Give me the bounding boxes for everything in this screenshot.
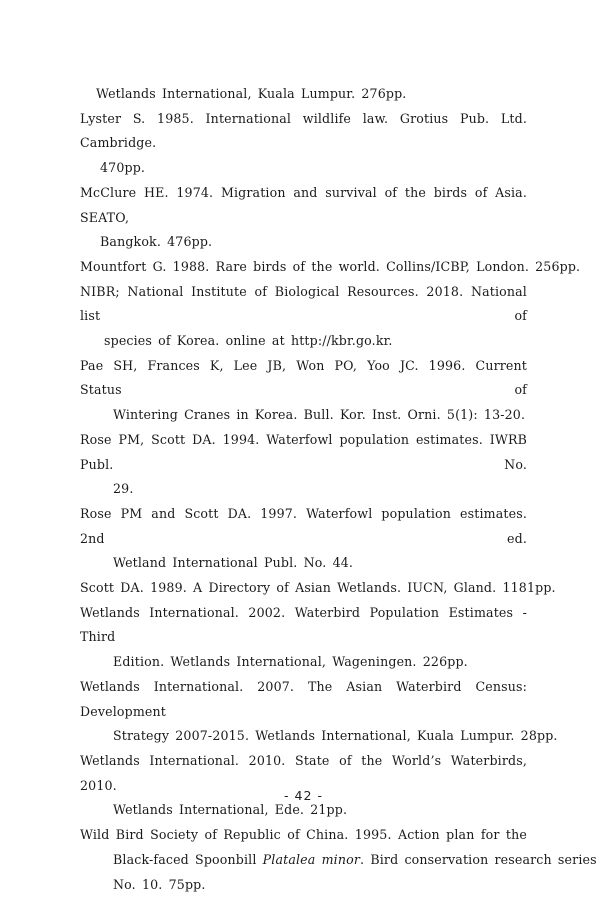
reference-line: Wetlands International. 2007. The Asian Waterbird Census: Development bbox=[80, 675, 527, 724]
reference-line: Rose PM and Scott DA. 1997. Waterfowl population estimates. 2nd ed. bbox=[80, 502, 527, 551]
reference-entry bbox=[80, 280, 527, 354]
reference-line: Mountfort G. 1988. Rare birds of the world. Collins/ICBP, London. 256pp. bbox=[80, 255, 527, 280]
reference-entry bbox=[80, 601, 527, 675]
reference-entry bbox=[80, 354, 527, 428]
reference-entry bbox=[80, 502, 527, 576]
reference-entry bbox=[80, 576, 527, 601]
reference-line: Scott DA. 1989. A Directory of Asian Wetlands. IUCN, Gland. 1181pp. bbox=[80, 576, 527, 601]
reference-line: Wintering Cranes in Korea. Bull. Kor. Inst. Orni. 5(1): 13-20. bbox=[80, 403, 527, 428]
reference-entry bbox=[80, 428, 527, 502]
reference-text: Black-faced Spoonbill bbox=[113, 852, 263, 867]
reference-text: . Bird conservation research series bbox=[360, 852, 597, 867]
species-name-italic: Platalea minor bbox=[263, 852, 360, 867]
reference-line: No. 10. 75pp. bbox=[80, 873, 527, 897]
reference-line: Pae SH, Frances K, Lee JB, Won PO, Yoo JC. 1996. Current Status of bbox=[80, 354, 527, 403]
reference-line: 29. bbox=[80, 477, 527, 502]
reference-entry bbox=[80, 675, 527, 749]
reference-line: Edition. Wetlands International, Wageningen. 226pp. bbox=[80, 650, 527, 675]
reference-line: species of Korea. online at http://kbr.go.kr. bbox=[80, 329, 527, 354]
reference-line: Wetlands International. 2002. Waterbird Population Estimates - Third bbox=[80, 601, 527, 650]
reference-entry bbox=[80, 823, 527, 897]
reference-line: Wild Bird Society of Republic of China. 1995. Action plan for the bbox=[80, 823, 527, 848]
page-number: - 42 - bbox=[0, 788, 607, 803]
reference-entry bbox=[80, 107, 527, 181]
reference-line: Wetlands International, Ede. 21pp. bbox=[80, 798, 527, 823]
reference-line: Strategy 2007-2015. Wetlands International, Kuala Lumpur. 28pp. bbox=[80, 724, 527, 749]
reference-entry bbox=[80, 82, 527, 107]
reference-entry bbox=[80, 181, 527, 255]
reference-line: NIBR; National Institute of Biological Resources. 2018. National list of bbox=[80, 280, 527, 329]
reference-line: Wetlands International. 2010. State of the World’s Waterbirds, 2010. bbox=[80, 749, 527, 798]
reference-line bbox=[80, 848, 527, 873]
reference-line: Wetland International Publ. No. 44. bbox=[80, 551, 527, 576]
reference-line: Wetlands International, Kuala Lumpur. 276pp. bbox=[80, 82, 527, 107]
reference-line: Rose PM, Scott DA. 1994. Waterfowl population estimates. IWRB Publ. No. bbox=[80, 428, 527, 477]
reference-line: Lyster S. 1985. International wildlife law. Grotius Pub. Ltd. Cambridge. bbox=[80, 107, 527, 156]
reference-line: Bangkok. 476pp. bbox=[80, 230, 527, 255]
reference-list bbox=[80, 82, 527, 897]
reference-line: McClure HE. 1974. Migration and survival of the birds of Asia. SEATO, bbox=[80, 181, 527, 230]
reference-entry bbox=[80, 255, 527, 280]
reference-entry bbox=[80, 749, 527, 823]
reference-line: 470pp. bbox=[80, 156, 527, 181]
